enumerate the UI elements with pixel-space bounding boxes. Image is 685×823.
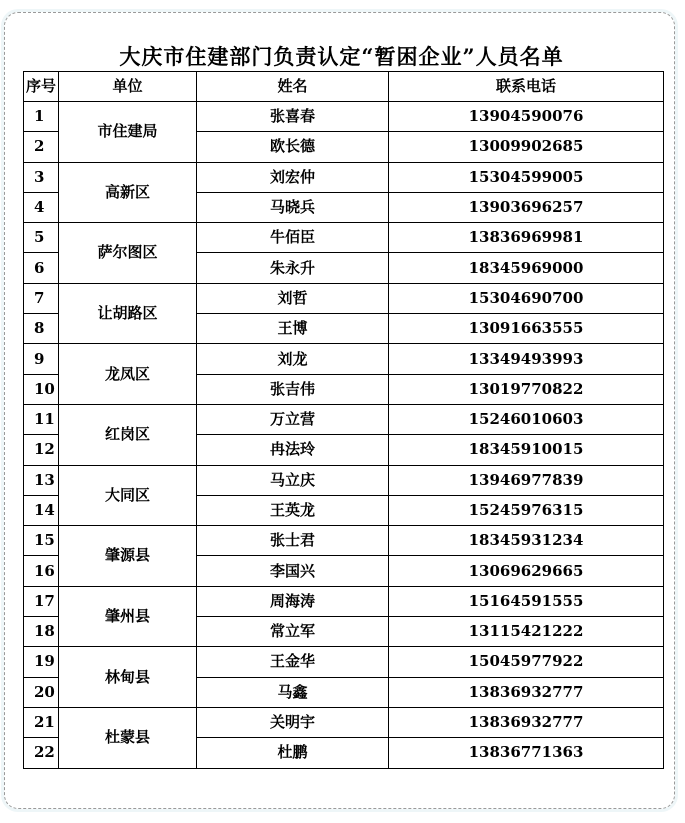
person-name: 王博: [197, 314, 389, 344]
unit-cell: 肇源县: [59, 526, 197, 587]
row-number: 3: [24, 162, 59, 192]
person-name: 刘宏仲: [197, 162, 389, 192]
person-name: 马立庆: [197, 465, 389, 495]
personnel-sheet: [23, 42, 660, 769]
row-number: 13: [24, 465, 59, 495]
table-row: [24, 102, 664, 132]
unit-cell: 龙凤区: [59, 344, 197, 405]
person-name: 张吉伟: [197, 374, 389, 404]
table-row: [24, 162, 664, 192]
phone-number: 15304690700: [389, 283, 664, 313]
person-name: 万立营: [197, 404, 389, 434]
row-number: 22: [24, 738, 59, 768]
phone-number: 13019770822: [389, 374, 664, 404]
unit-cell: 红岗区: [59, 404, 197, 465]
header-phone: 联系电话: [389, 72, 664, 102]
row-number: 9: [24, 344, 59, 374]
phone-number: 18345910015: [389, 435, 664, 465]
unit-cell: 大同区: [59, 465, 197, 526]
header-unit: 单位: [59, 72, 197, 102]
table-row: [24, 465, 664, 495]
phone-number: 13836932777: [389, 677, 664, 707]
phone-number: 15304599005: [389, 162, 664, 192]
phone-number: 13903696257: [389, 192, 664, 222]
row-number: 15: [24, 526, 59, 556]
person-name: 牛佰臣: [197, 223, 389, 253]
person-name: 张喜春: [197, 102, 389, 132]
table-row: [24, 404, 664, 434]
unit-cell: 林甸县: [59, 647, 197, 708]
person-name: 关明宇: [197, 707, 389, 737]
person-name: 欧长德: [197, 132, 389, 162]
person-name: 马鑫: [197, 677, 389, 707]
unit-cell: 让胡路区: [59, 283, 197, 344]
table-row: [24, 526, 664, 556]
person-name: 常立军: [197, 617, 389, 647]
header-no: 序号: [24, 72, 59, 102]
row-number: 2: [24, 132, 59, 162]
row-number: 6: [24, 253, 59, 283]
row-number: 11: [24, 404, 59, 434]
phone-number: 13069629665: [389, 556, 664, 586]
phone-number: 18345969000: [389, 253, 664, 283]
phone-number: 13946977839: [389, 465, 664, 495]
row-number: 18: [24, 617, 59, 647]
table-body: [24, 102, 664, 769]
person-name: 李国兴: [197, 556, 389, 586]
personnel-table: [23, 71, 664, 769]
phone-number: 13091663555: [389, 314, 664, 344]
phone-number: 13836771363: [389, 738, 664, 768]
person-name: 杜鹏: [197, 738, 389, 768]
row-number: 19: [24, 647, 59, 677]
row-number: 17: [24, 586, 59, 616]
sheet-title: 大庆市住建部门负责认定“暂困企业”人员名单: [119, 44, 564, 69]
phone-number: 13009902685: [389, 132, 664, 162]
phone-number: 15164591555: [389, 586, 664, 616]
row-number: 4: [24, 192, 59, 222]
row-number: 20: [24, 677, 59, 707]
person-name: 朱永升: [197, 253, 389, 283]
unit-cell: 杜蒙县: [59, 707, 197, 768]
person-name: 周海涛: [197, 586, 389, 616]
person-name: 刘哲: [197, 283, 389, 313]
row-number: 10: [24, 374, 59, 404]
phone-number: 15045977922: [389, 647, 664, 677]
row-number: 7: [24, 283, 59, 313]
table-row: [24, 283, 664, 313]
phone-number: 13904590076: [389, 102, 664, 132]
row-number: 1: [24, 102, 59, 132]
phone-number: 15245976315: [389, 495, 664, 525]
phone-number: 13836932777: [389, 707, 664, 737]
table-row: [24, 223, 664, 253]
person-name: 马晓兵: [197, 192, 389, 222]
person-name: 冉法玲: [197, 435, 389, 465]
person-name: 王金华: [197, 647, 389, 677]
row-number: 16: [24, 556, 59, 586]
unit-cell: 市住建局: [59, 102, 197, 163]
person-name: 王英龙: [197, 495, 389, 525]
phone-number: 18345931234: [389, 526, 664, 556]
table-row: [24, 344, 664, 374]
table-row: [24, 647, 664, 677]
person-name: 张士君: [197, 526, 389, 556]
row-number: 21: [24, 707, 59, 737]
table-row: [24, 707, 664, 737]
row-number: 8: [24, 314, 59, 344]
table-header-row: [24, 72, 664, 102]
unit-cell: 高新区: [59, 162, 197, 223]
table-row: [24, 586, 664, 616]
row-number: 12: [24, 435, 59, 465]
unit-cell: 肇州县: [59, 586, 197, 647]
row-number: 5: [24, 223, 59, 253]
phone-number: 13349493993: [389, 344, 664, 374]
row-number: 14: [24, 495, 59, 525]
header-name: 姓名: [197, 72, 389, 102]
phone-number: 15246010603: [389, 404, 664, 434]
person-name: 刘龙: [197, 344, 389, 374]
phone-number: 13836969981: [389, 223, 664, 253]
unit-cell: 萨尔图区: [59, 223, 197, 284]
phone-number: 13115421222: [389, 617, 664, 647]
